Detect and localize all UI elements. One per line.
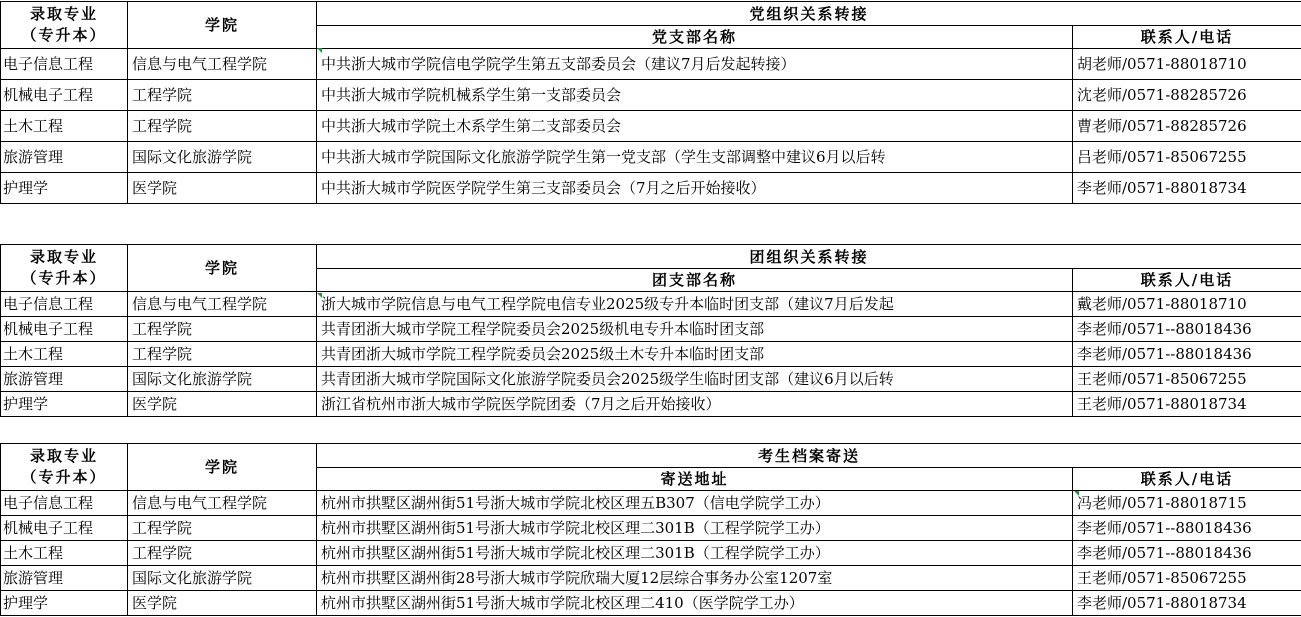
cell-college[interactable]: 信息与电气工程学院 <box>128 292 317 317</box>
cell-college[interactable]: 医学院 <box>128 591 317 616</box>
cell-contact[interactable]: 吕老师/0571-85067255 <box>1073 142 1301 173</box>
header-major[interactable]: 录取专业 （专升本） <box>1 245 128 292</box>
cell-unit[interactable]: 杭州市拱墅区湖州街51号浙大城市学院北校区理五B307（信电学院学工办） <box>317 491 1073 516</box>
cell-college[interactable]: 医学院 <box>128 173 317 204</box>
header-contact[interactable]: 联系人/电话 <box>1073 269 1301 292</box>
cell-unit[interactable]: 杭州市拱墅区湖州街51号浙大城市学院北校区理二301B（工程学院学工办） <box>317 516 1073 541</box>
cell-major[interactable]: 旅游管理 <box>1 566 128 591</box>
table-row <box>1 49 1301 80</box>
cell-major[interactable]: 机械电子工程 <box>1 317 128 342</box>
header-contact[interactable]: 联系人/电话 <box>1073 26 1301 49</box>
cell-unit[interactable]: 中共浙大城市学院土木系学生第二支部委员会 <box>317 111 1073 142</box>
party-transfer-table <box>0 1 1301 204</box>
cell-college[interactable]: 工程学院 <box>128 342 317 367</box>
cell-college[interactable]: 国际文化旅游学院 <box>128 566 317 591</box>
cell-unit[interactable]: 杭州市拱墅区湖州街51号浙大城市学院北校区理二410（医学院学工办） <box>317 591 1073 616</box>
cell-contact[interactable]: 李老师/0571-88018734 <box>1073 173 1301 204</box>
cell-contact[interactable]: 李老师/0571--88018436 <box>1073 541 1301 566</box>
comment-marker-icon <box>317 293 322 298</box>
comment-marker-icon <box>317 48 322 53</box>
table-row <box>1 541 1301 566</box>
cell-contact[interactable]: 王老师/0571-85067255 <box>1073 566 1301 591</box>
cell-major[interactable]: 土木工程 <box>1 342 128 367</box>
header-major[interactable]: 录取专业 （专升本） <box>1 444 128 491</box>
header-college[interactable]: 学院 <box>128 245 317 292</box>
cell-major[interactable]: 旅游管理 <box>1 142 128 173</box>
table-row <box>1 292 1301 317</box>
cell-contact[interactable]: 胡老师/0571-88018710 <box>1073 49 1301 80</box>
cell-college[interactable]: 信息与电气工程学院 <box>128 49 317 80</box>
header-unit[interactable]: 团支部名称 <box>317 269 1073 292</box>
table-row <box>1 516 1301 541</box>
table-row <box>1 142 1301 173</box>
comment-marker-icon <box>1074 491 1079 496</box>
header-college[interactable]: 学院 <box>128 2 317 49</box>
cell-contact[interactable]: 冯老师/0571-88018715 <box>1073 491 1301 516</box>
cell-major[interactable]: 护理学 <box>1 392 128 417</box>
cell-college[interactable]: 医学院 <box>128 392 317 417</box>
table-row <box>1 317 1301 342</box>
league-transfer-table <box>0 244 1301 417</box>
table-row <box>1 111 1301 142</box>
cell-major[interactable]: 土木工程 <box>1 541 128 566</box>
cell-unit[interactable]: 浙江省杭州市浙大城市学院医学院团委（7月之后开始接收） <box>317 392 1073 417</box>
cell-unit[interactable]: 中共浙大城市学院机械系学生第一支部委员会 <box>317 80 1073 111</box>
cell-contact[interactable]: 戴老师/0571-88018710 <box>1073 292 1301 317</box>
header-major[interactable]: 录取专业 （专升本） <box>1 2 128 49</box>
cell-major[interactable]: 机械电子工程 <box>1 516 128 541</box>
cell-major[interactable]: 护理学 <box>1 591 128 616</box>
archive-mailing-table <box>0 443 1301 616</box>
table-row <box>1 173 1301 204</box>
cell-contact[interactable]: 李老师/0571-88018734 <box>1073 591 1301 616</box>
cell-unit[interactable]: 共青团浙大城市学院工程学院委员会2025级机电专升本临时团支部 <box>317 317 1073 342</box>
cell-major[interactable]: 电子信息工程 <box>1 292 128 317</box>
league-transfer-section <box>0 244 1301 417</box>
cell-college[interactable]: 信息与电气工程学院 <box>128 491 317 516</box>
cell-major[interactable]: 电子信息工程 <box>1 491 128 516</box>
header-contact[interactable]: 联系人/电话 <box>1073 468 1301 491</box>
header-college[interactable]: 学院 <box>128 444 317 491</box>
cell-unit[interactable]: 中共浙大城市学院医学院学生第三支部委员会（7月之后开始接收） <box>317 173 1073 204</box>
cell-contact[interactable]: 李老师/0571--88018436 <box>1073 516 1301 541</box>
cell-unit[interactable]: 中共浙大城市学院信电学院学生第五支部委员会（建议7月后发起转接） <box>317 49 1073 80</box>
table-row <box>1 566 1301 591</box>
section-title[interactable]: 团组织关系转接 <box>317 245 1301 269</box>
cell-college[interactable]: 国际文化旅游学院 <box>128 142 317 173</box>
cell-college[interactable]: 工程学院 <box>128 317 317 342</box>
header-unit[interactable]: 党支部名称 <box>317 26 1073 49</box>
cell-contact[interactable]: 曹老师/0571-88285726 <box>1073 111 1301 142</box>
cell-major[interactable]: 土木工程 <box>1 111 128 142</box>
cell-unit[interactable]: 杭州市拱墅区湖州街28号浙大城市学院欣瑞大厦12层综合事务办公室1207室 <box>317 566 1073 591</box>
cell-contact[interactable]: 王老师/0571-85067255 <box>1073 367 1301 392</box>
cell-major[interactable]: 机械电子工程 <box>1 80 128 111</box>
section-title[interactable]: 考生档案寄送 <box>317 444 1301 468</box>
cell-major[interactable]: 旅游管理 <box>1 367 128 392</box>
table-row <box>1 342 1301 367</box>
cell-unit[interactable]: 共青团浙大城市学院国际文化旅游学院委员会2025级学生临时团支部（建议6月以后转 <box>317 367 1073 392</box>
cell-college[interactable]: 工程学院 <box>128 541 317 566</box>
cell-college[interactable]: 工程学院 <box>128 516 317 541</box>
table-row <box>1 392 1301 417</box>
cell-contact[interactable]: 李老师/0571--88018436 <box>1073 317 1301 342</box>
table-row <box>1 591 1301 616</box>
cell-major[interactable]: 电子信息工程 <box>1 49 128 80</box>
header-unit[interactable]: 寄送地址 <box>317 468 1073 491</box>
cell-major[interactable]: 护理学 <box>1 173 128 204</box>
cell-college[interactable]: 工程学院 <box>128 111 317 142</box>
cell-unit[interactable]: 浙大城市学院信息与电气工程学院电信专业2025级专升本临时团支部（建议7月后发起 <box>317 292 1073 317</box>
table-row <box>1 367 1301 392</box>
cell-unit[interactable]: 杭州市拱墅区湖州街51号浙大城市学院北校区理二301B（工程学院学工办） <box>317 541 1073 566</box>
cell-college[interactable]: 国际文化旅游学院 <box>128 367 317 392</box>
party-transfer-section <box>0 1 1301 204</box>
cell-contact[interactable]: 王老师/0571-88018734 <box>1073 392 1301 417</box>
cell-college[interactable]: 工程学院 <box>128 80 317 111</box>
archive-mailing-section <box>0 443 1301 616</box>
cell-unit[interactable]: 中共浙大城市学院国际文化旅游学院学生第一党支部（学生支部调整中建议6月以后转 <box>317 142 1073 173</box>
cell-unit[interactable]: 共青团浙大城市学院工程学院委员会2025级土木专升本临时团支部 <box>317 342 1073 367</box>
section-title[interactable]: 党组织关系转接 <box>317 2 1301 26</box>
table-row <box>1 491 1301 516</box>
cell-contact[interactable]: 李老师/0571--88018436 <box>1073 342 1301 367</box>
cell-contact[interactable]: 沈老师/0571-88285726 <box>1073 80 1301 111</box>
table-row <box>1 80 1301 111</box>
